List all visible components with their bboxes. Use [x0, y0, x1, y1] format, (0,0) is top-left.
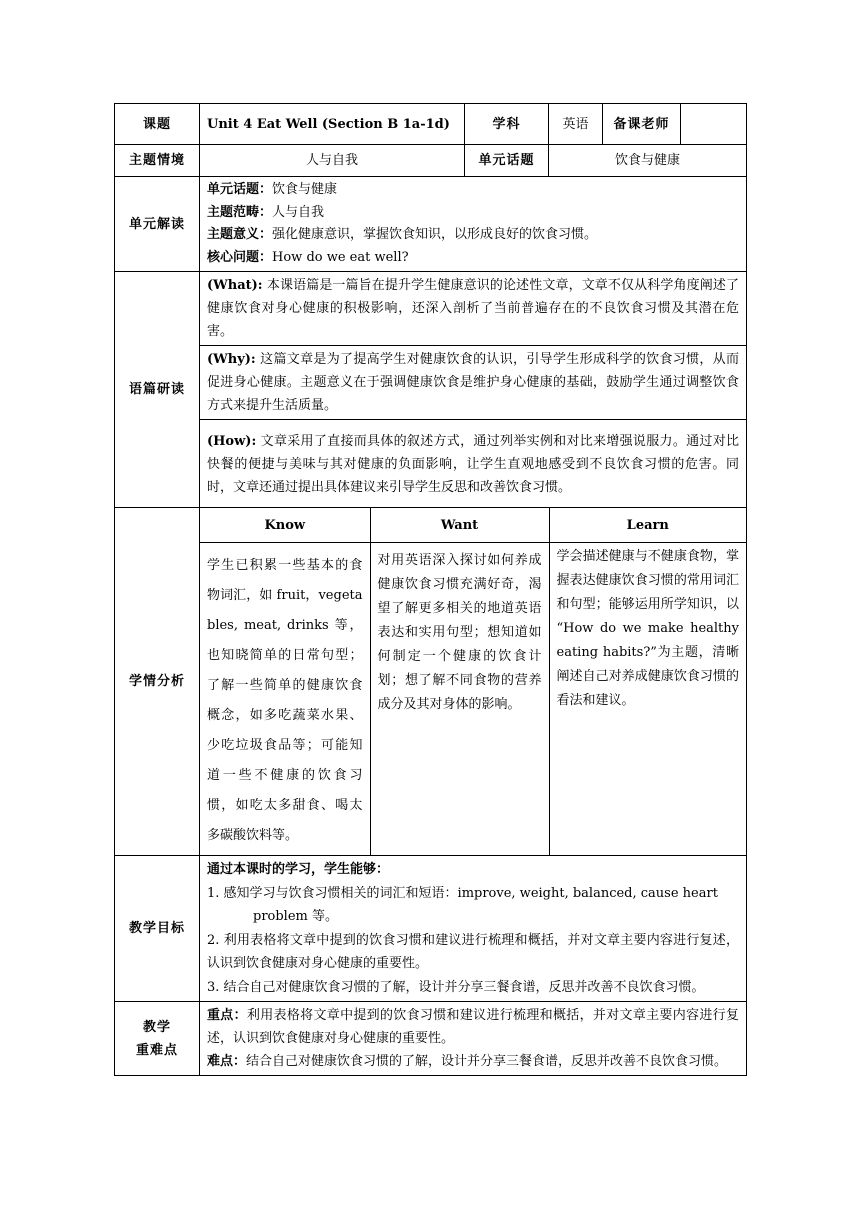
objective-item-1: 1. 感知学习与饮食习惯相关的词汇和短语：improve, weight, balanced, cause heart: [207, 885, 718, 901]
unit-topic-label: 单元话题: [465, 145, 549, 177]
objectives-label: 教学目标: [115, 856, 200, 1002]
why-key: (Why):: [207, 352, 256, 367]
unit-reading-line: 主题意义：强化健康意识，掌握饮食知识，以形成良好的饮食习惯。: [207, 227, 598, 242]
text-study-why-row: [115, 346, 747, 420]
objectives-content: [200, 856, 747, 1002]
theme-value: 人与自我: [200, 145, 465, 177]
key-points-label-line2: 重难点: [135, 1042, 178, 1058]
learner-analysis-label: 学情分析: [115, 508, 200, 856]
text-study-why: [200, 346, 747, 420]
kwl-head-row: [200, 508, 746, 543]
objective-item-2: 2. 利用表格将文章中提到的饮食习惯和建议进行梳理和概括，并对文章主要内容进行复述，认识到饮食健康对身心健康的重要性。: [207, 932, 739, 971]
unit-reading-line: 单元话题：饮食与健康: [207, 182, 338, 197]
theme-row: [115, 145, 747, 177]
learn-header: Learn: [549, 508, 746, 543]
want-header: Want: [370, 508, 549, 543]
how-key: (How):: [207, 434, 257, 449]
what-key: (What):: [207, 278, 263, 293]
unit-reading-line: 主题范畴：人与自我: [207, 204, 325, 220]
unit-reading-label: 单元解读: [115, 177, 200, 272]
know-header: Know: [200, 508, 370, 543]
kwl-table: [200, 508, 746, 855]
unit-topic-value: 饮食与健康: [549, 145, 747, 177]
teacher-label: 备课老师: [603, 104, 681, 145]
objectives-row: [115, 856, 747, 1002]
key-points-label-line1: 教学: [142, 1019, 171, 1035]
focus-point: 重点：利用表格将文章中提到的饮食习惯和建议进行梳理和概括，并对文章主要内容进行复述，认识到饮食健康对身心健康的重要性。: [207, 1008, 739, 1046]
text-study-what: [200, 272, 747, 346]
what-text: 本课语篇是一篇旨在提升学生健康意识的论述性文章，文章不仅从科学角度阐述了健康饮食对身心健康的积极影响，还深入剖析了当前普遍存在的不良饮食习惯及其潜在危害。: [207, 278, 739, 339]
text-study-what-row: [115, 272, 747, 346]
unit-reading-content: [200, 177, 747, 272]
objective-item-1-cont: problem 等。: [253, 909, 338, 924]
know-text: 学生已积累一些基本的食物词汇，如 fruit，vegetables, meat, drinks 等，也知晓简单的日常句型；了解一些简单的健康饮食概念，如多吃蔬菜水果、少吃垃圾食品等；可能知道一些不健康的饮食习惯，如吃太多甜食、喝太多碳酸饮料等。: [200, 543, 370, 856]
teacher-value: [681, 104, 747, 145]
kwl-body-row: [200, 543, 746, 856]
kwl-container: [200, 508, 747, 856]
learner-analysis-row: [115, 508, 747, 856]
objectives-intro: 通过本课时的学习，学生能够：: [207, 862, 390, 877]
header-row: [115, 104, 747, 145]
unit-reading-row: [115, 177, 747, 272]
text-study-how: [200, 420, 747, 508]
key-points-label: [115, 1002, 200, 1076]
key-points-content: [200, 1002, 747, 1076]
subject-value: 英语: [549, 104, 603, 145]
difficulty-point: 难点：结合自己对健康饮食习惯的了解，设计并分享三餐食谱，反思并改善不良饮食习惯。: [207, 1054, 728, 1069]
topic-label: 课题: [115, 104, 200, 145]
topic-value: Unit 4 Eat Well (Section B 1a-1d): [200, 104, 465, 145]
lesson-plan-table: [114, 103, 747, 1076]
objective-item-3: 3. 结合自己对健康饮食习惯的了解，设计并分享三餐食谱，反思并改善不良饮食习惯。: [207, 979, 705, 995]
learn-text: 学会描述健康与不健康食物，掌握表达健康饮食习惯的常用词汇和句型；能够运用所学知识，以 “How do we make healthy eating habits?”为主题，清晰阐述自己对养成健康饮食习惯的看法和建议。: [549, 543, 746, 856]
key-points-row: [115, 1002, 747, 1076]
why-text: 这篇文章是为了提高学生对健康饮食的认识，引导学生形成科学的饮食习惯，从而促进身心健康。主题意义在于强调健康饮食是维护身心健康的基础，鼓励学生通过调整饮食方式来提升生活质量。: [207, 352, 739, 413]
want-text: 对用英语深入探讨如何养成健康饮食习惯充满好奇，渴望了解更多相关的地道英语表达和实用句型；想知道如何制定一个健康的饮食计划；想了解不同食物的营养成分及其对身体的影响。: [370, 543, 549, 856]
how-text: 文章采用了直接而具体的叙述方式，通过列举实例和对比来增强说服力。通过对比快餐的便捷与美味与其对健康的负面影响，让学生直观地感受到不良饮食习惯的危害。同时，文章还通过提出具体建议来引导学生反思和改善饮食习惯。: [207, 434, 739, 495]
text-study-label: 语篇研读: [115, 272, 200, 508]
unit-reading-line: 核心问题：How do we eat well?: [207, 249, 409, 265]
theme-label: 主题情境: [115, 145, 200, 177]
text-study-how-row: [115, 420, 747, 508]
subject-label: 学科: [465, 104, 549, 145]
